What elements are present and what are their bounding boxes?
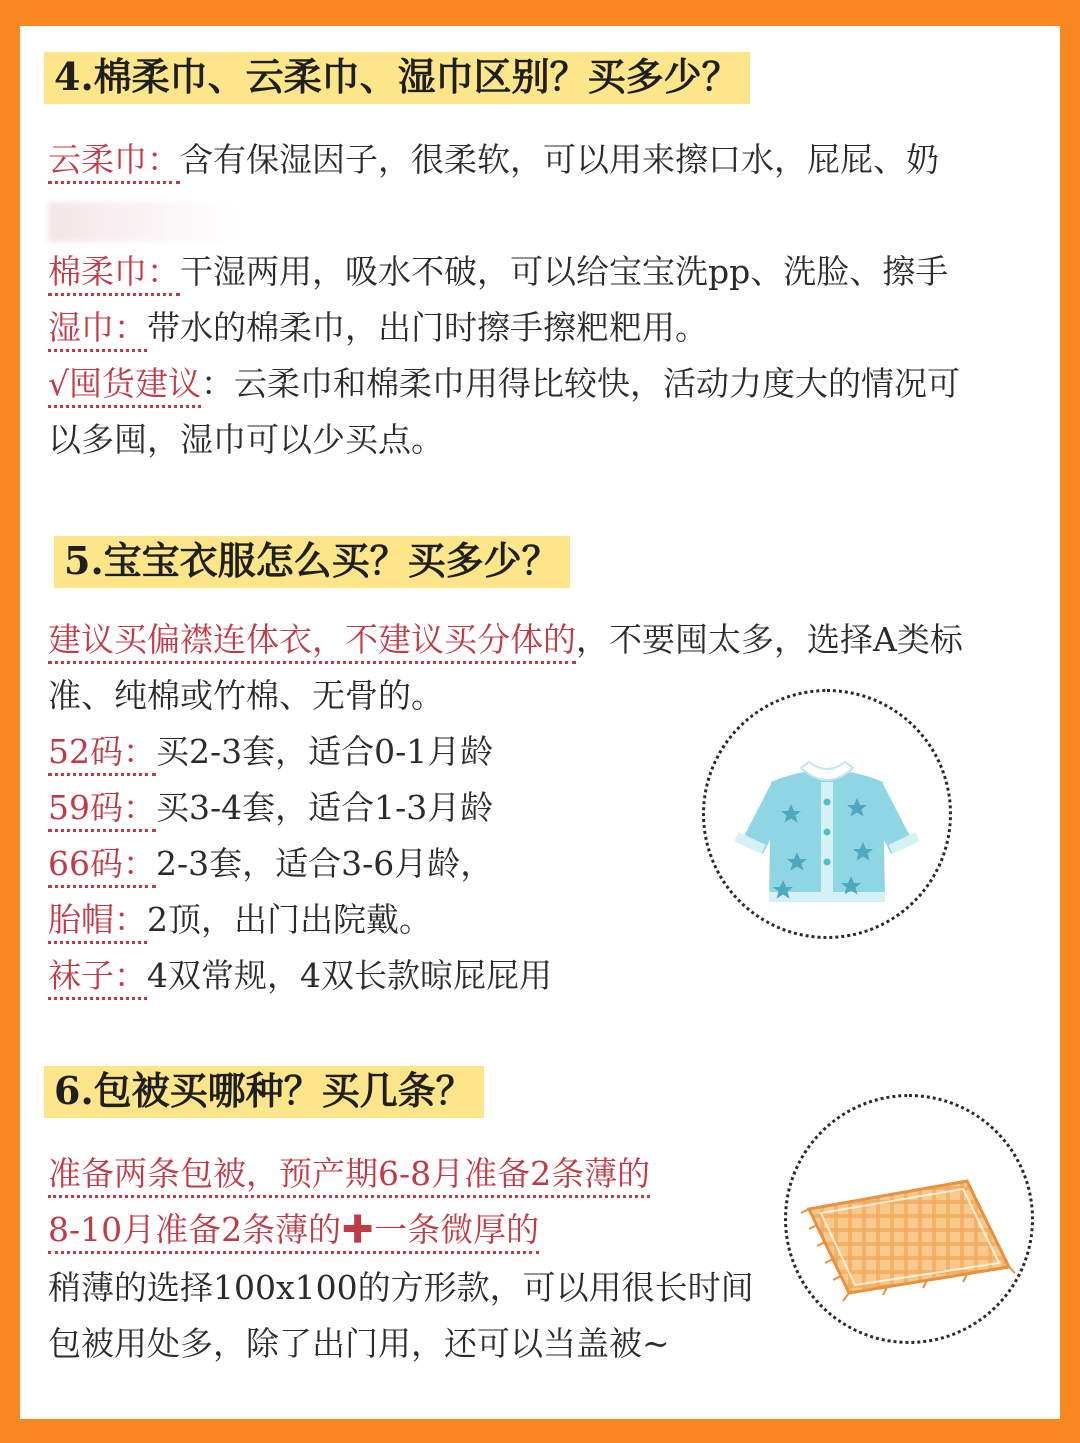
label-mianrou: 棉柔巾：: [48, 252, 180, 296]
label-size-59: 59码：: [48, 788, 156, 832]
label-size-52: 52码：: [48, 732, 156, 776]
blanket-icon: [787, 1097, 1031, 1341]
label-hat: 胎帽：: [48, 900, 147, 944]
label-shijin: 湿巾：: [48, 308, 147, 352]
section-5-heading: 5.宝宝衣服怎么买？买多少？: [54, 536, 570, 588]
socks-line: [48, 956, 552, 996]
section-5-intro-line-1: [48, 620, 963, 660]
text-size-52: 买2-3套，适合0-1月龄: [156, 732, 494, 771]
text-mianrou: 干湿两用，吸水不破，可以给宝宝洗pp、洗脸、擦手: [180, 252, 949, 291]
hat-line: [48, 900, 432, 940]
section-6-heading: 6.包被买哪种？买几条？: [44, 1066, 484, 1118]
blurred-text-line: [48, 202, 248, 242]
size-59-line: [48, 788, 493, 828]
size-52-line: [48, 732, 493, 772]
section-4-line-3: [48, 308, 708, 348]
section-4-heading: 4.棉柔巾、云柔巾、湿巾区别？买多少？: [44, 52, 750, 104]
swaddle-red-line-2: [48, 1210, 539, 1250]
label-socks: 袜子：: [48, 956, 147, 1000]
text-shijin: 带水的棉柔巾，出门时擦手擦粑粑用。: [147, 308, 708, 347]
swaddle-plan-1: 准备两条包被，预产期6-8月准备2条薄的: [48, 1154, 650, 1198]
size-66-line: [48, 844, 493, 884]
blanket-illustration: [784, 1094, 1034, 1344]
page-card: [20, 26, 1060, 1419]
label-size-66: 66码：: [48, 844, 156, 888]
text-hat: 2顶，出门出院戴。: [147, 900, 432, 939]
baby-shirt-illustration: [702, 689, 952, 939]
label-yunrou: 云柔巾：: [48, 140, 180, 184]
baby-shirt-icon: [705, 692, 949, 936]
swaddle-red-line-1: [48, 1154, 650, 1194]
section-4-line-2: [48, 252, 948, 292]
swaddle-line-3: 稍薄的选择100x100的方形款，可以用很长时间: [48, 1268, 754, 1307]
text-socks: 4双常规，4双长款晾屁屁用: [147, 956, 552, 995]
text-size-59: 买3-4套，适合1-3月龄: [156, 788, 494, 827]
text-yunrou: 含有保湿因子，很柔软，可以用来擦口水，屁屁、奶: [180, 140, 939, 179]
text-stock-advice: ：云柔巾和棉柔巾用得比较快，活动力度大的情况可: [201, 364, 961, 403]
section-4-line-5: 以多囤，湿巾可以少买点。: [48, 420, 444, 459]
swaddle-plan-2: 8-10月准备2条薄的✚一条微厚的: [48, 1210, 539, 1254]
section-4-line-1: [48, 140, 939, 180]
label-stock-advice: √囤货建议: [48, 364, 201, 408]
swaddle-line-4: 包被用处多，除了出门用，还可以当盖被~: [48, 1324, 670, 1363]
section-5-intro-line-2: 准、纯棉或竹棉、无骨的。: [48, 676, 444, 715]
clothes-recommendation-rest: ，不要囤太多，选择A类标: [576, 620, 963, 659]
text-size-66: 2-3套，适合3-6月龄，: [156, 844, 494, 883]
section-4-line-4: [48, 364, 960, 404]
clothes-recommendation: 建议买偏襟连体衣，不建议买分体的: [48, 620, 576, 664]
